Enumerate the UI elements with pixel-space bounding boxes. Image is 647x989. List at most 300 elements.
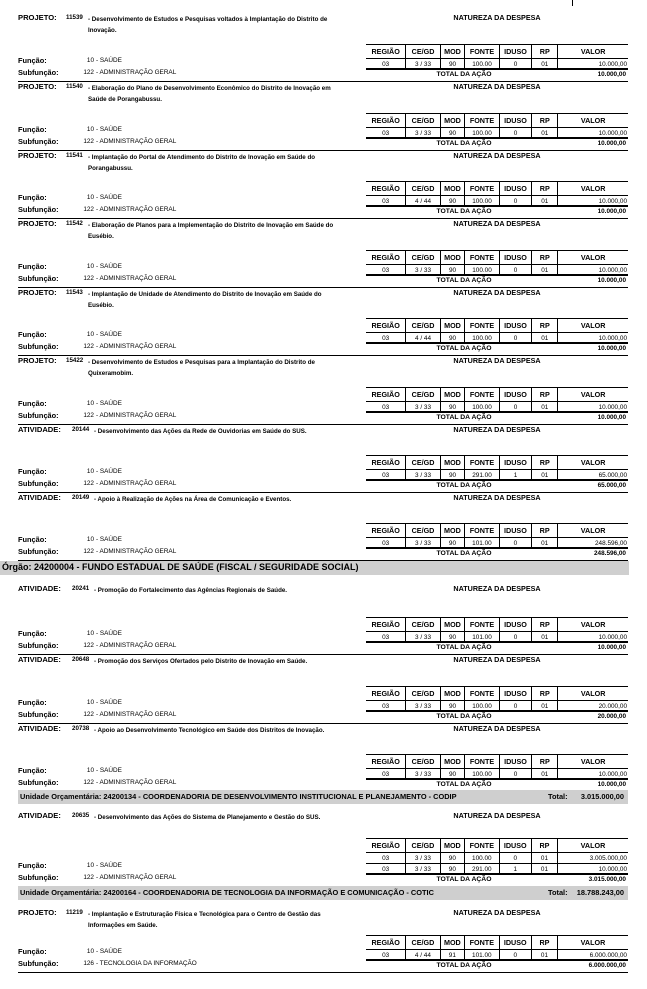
action-description: - Apoio à Realização de Ações na Área de Comunicação e Eventos. — [94, 496, 292, 503]
header-iduso: IDUSO — [499, 936, 531, 950]
action-block — [18, 492, 628, 561]
orgao-header — [0, 561, 629, 575]
action-kind: ATIVIDADE: — [18, 724, 61, 733]
total-action-value: 65.000,00 — [597, 482, 626, 489]
cell-cegd: 3 / 33 — [406, 538, 440, 549]
total-action-value: 20.000,00 — [597, 713, 626, 720]
header-cegd: CE/GD — [406, 687, 440, 701]
action-description: - Desenvolvimento das Ações do Sistema de Planejamento e Gestão do SUS. — [94, 814, 321, 821]
subfuncao-label: Subfunção: — [18, 274, 59, 283]
total-action-value: 10.000,00 — [597, 644, 626, 651]
header-rp: RP — [532, 182, 558, 196]
header-valor: VALOR — [558, 755, 628, 769]
header-fonte: FONTE — [465, 388, 499, 402]
header-iduso: IDUSO — [499, 45, 531, 59]
subfuncao-code: 122 — [83, 874, 94, 881]
unidade-total-label: Total: — [548, 888, 568, 897]
natureza-title: NATUREZA DA DESPESA — [453, 13, 541, 22]
header-rp: RP — [532, 618, 558, 632]
header-valor: VALOR — [558, 456, 628, 470]
action-block — [18, 583, 628, 655]
natureza-despesa-panel — [366, 583, 628, 654]
unidade-total-value: 3.015.000,00 — [580, 792, 624, 801]
funcao-label: Função: — [18, 698, 47, 707]
funcao-name: - SAÚDE — [96, 400, 122, 407]
action-kind: PROJETO: — [18, 356, 57, 365]
header-cegd: CE/GD — [406, 114, 440, 128]
action-info — [18, 355, 366, 424]
funcao-code: 10 — [86, 630, 94, 637]
natureza-table — [366, 617, 628, 643]
action-info — [18, 810, 366, 886]
cell-fonte: 100.00 — [465, 853, 499, 864]
total-action-label: TOTAL DA AÇÃO — [436, 781, 492, 788]
header-regio: REGIÃO — [366, 618, 406, 632]
cell-fonte: 101.00 — [465, 632, 499, 643]
subfuncao-code: 122 — [83, 711, 94, 718]
cell-cegd: 3 / 33 — [406, 128, 440, 139]
natureza-header-row — [366, 251, 628, 265]
header-rp: RP — [532, 687, 558, 701]
cell-iduso: 1 — [499, 470, 531, 481]
natureza-despesa-panel — [366, 287, 628, 355]
header-mod: MOD — [440, 839, 465, 853]
cell-iduso: 0 — [499, 769, 531, 780]
funcao-name: - SAÚDE — [96, 948, 122, 955]
action-code: 11219 — [66, 909, 83, 916]
natureza-title: NATUREZA DA DESPESA — [453, 288, 541, 297]
natureza-table — [366, 754, 628, 780]
header-iduso: IDUSO — [499, 839, 531, 853]
total-action-label: TOTAL DA AÇÃO — [436, 962, 492, 969]
cell-valor: 248.596,00 — [558, 538, 628, 549]
cell-mod: 90 — [440, 701, 465, 712]
natureza-header-row — [366, 687, 628, 701]
subfuncao-name: - ADMINISTRAÇÃO GERAL — [96, 206, 177, 213]
action-info — [18, 12, 366, 81]
header-rp: RP — [532, 388, 558, 402]
cell-regio: 03 — [366, 864, 406, 875]
funcao-code: 10 — [86, 194, 94, 201]
header-cegd: CE/GD — [406, 456, 440, 470]
funcao-name: - SAÚDE — [96, 630, 122, 637]
cell-fonte: 101.00 — [465, 950, 499, 961]
subfuncao-label: Subfunção: — [18, 68, 59, 77]
natureza-title: NATUREZA DA DESPESA — [453, 151, 541, 160]
action-kind: PROJETO: — [18, 908, 57, 917]
funcao-label: Função: — [18, 125, 47, 134]
header-mod: MOD — [440, 755, 465, 769]
header-mod: MOD — [440, 687, 465, 701]
header-valor: VALOR — [557, 936, 628, 950]
header-valor: VALOR — [558, 182, 628, 196]
header-fonte: FONTE — [465, 114, 499, 128]
header-rp: RP — [531, 839, 557, 853]
action-block — [18, 907, 628, 973]
action-block — [18, 12, 628, 82]
subfuncao-label: Subfunção: — [18, 778, 59, 787]
action-block — [18, 654, 628, 724]
header-iduso: IDUSO — [499, 319, 531, 333]
total-action-label: TOTAL DA AÇÃO — [436, 414, 492, 421]
natureza-despesa-panel — [366, 492, 628, 560]
action-code: 11542 — [66, 220, 83, 227]
action-description: - Promoção do Fortalecimento das Agências Regionais de Saúde. — [94, 587, 288, 594]
action-info — [18, 723, 366, 791]
header-cegd: CE/GD — [406, 839, 440, 853]
subfuncao-name: - ADMINISTRAÇÃO GERAL — [96, 69, 177, 76]
total-action-label: TOTAL DA AÇÃO — [436, 482, 492, 489]
header-regio: REGIÃO — [366, 456, 406, 470]
total-action-row — [366, 68, 628, 81]
funcao-name: - SAÚDE — [96, 699, 122, 706]
action-description: - Desenvolvimento de Estudos e Pesquisas para a Implantação do Distrito de Quixeramobim. — [88, 359, 315, 377]
cell-mod: 90 — [440, 864, 465, 875]
cell-cegd: 4 / 44 — [406, 950, 440, 961]
natureza-title: NATUREZA DA DESPESA — [453, 811, 541, 820]
natureza-title: NATUREZA DA DESPESA — [453, 584, 541, 593]
cell-cegd: 3 / 33 — [406, 470, 440, 481]
natureza-table — [366, 523, 628, 549]
cell-regio: 03 — [366, 333, 406, 344]
header-mod: MOD — [440, 319, 465, 333]
action-block — [18, 810, 628, 887]
action-block — [18, 81, 628, 151]
action-description: - Implantação do Portal de Atendimento do Distrito de Inovação em Saúde do Porangabussu. — [88, 154, 316, 172]
header-iduso: IDUSO — [499, 456, 531, 470]
cell-valor: 6.000.000,00 — [557, 950, 628, 961]
funcao-label: Função: — [18, 947, 47, 956]
cell-regio: 03 — [366, 538, 406, 549]
subfuncao-label: Subfunção: — [18, 710, 59, 719]
header-regio: REGIÃO — [366, 388, 406, 402]
header-cegd: CE/GD — [406, 45, 440, 59]
action-code: 20648 — [72, 656, 90, 663]
action-code: 11539 — [66, 14, 83, 21]
unidade-total-label: Total: — [548, 792, 568, 801]
subfuncao-code: 122 — [83, 138, 94, 145]
header-iduso: IDUSO — [499, 755, 531, 769]
cell-valor: 10.000,00 — [557, 864, 628, 875]
cell-cegd: 4 / 44 — [406, 196, 440, 207]
total-action-row — [366, 137, 628, 150]
subfuncao-code: 122 — [83, 480, 94, 487]
funcao-name: - SAÚDE — [96, 126, 122, 133]
header-fonte: FONTE — [465, 182, 499, 196]
cell-rp: 01 — [532, 632, 558, 643]
subfuncao-label: Subfunção: — [18, 873, 59, 882]
natureza-despesa-panel — [366, 81, 628, 150]
action-kind: ATIVIDADE: — [18, 584, 61, 593]
header-iduso: IDUSO — [499, 687, 531, 701]
cell-valor: 10.000,00 — [558, 128, 628, 139]
natureza-despesa-panel — [366, 150, 628, 218]
cell-rp: 01 — [531, 950, 557, 961]
cell-regio: 03 — [366, 701, 406, 712]
natureza-table — [366, 686, 628, 712]
header-rp: RP — [532, 456, 558, 470]
subfuncao-label: Subfunção: — [18, 342, 59, 351]
header-rp: RP — [532, 251, 558, 265]
action-info — [18, 492, 366, 560]
action-description: - Implantação e Estruturação Física e Tecnológica para o Centro de Gestão das Informações em Saúde. — [88, 911, 321, 929]
unidade-title: Unidade Orçamentária: 24200164 - COORDENADORIA DE TECNOLOGIA DA INFORMAÇÃO E COMUNICAÇÃO - COTIC — [20, 888, 434, 897]
subfuncao-code: 122 — [83, 206, 94, 213]
funcao-code: 10 — [86, 57, 94, 64]
total-action-label: TOTAL DA AÇÃO — [436, 140, 492, 147]
natureza-table — [366, 181, 628, 207]
cell-iduso: 0 — [499, 632, 531, 643]
subfuncao-name: - TECNOLOGIA DA INFORMAÇÃO — [96, 960, 197, 967]
action-description: - Desenvolvimento de Estudos e Pesquisas voltados à Implantação do Distrito de Inovação. — [88, 16, 328, 34]
natureza-despesa-panel — [366, 424, 628, 492]
header-iduso: IDUSO — [499, 182, 531, 196]
funcao-code: 10 — [86, 699, 94, 706]
total-action-label: TOTAL DA AÇÃO — [436, 644, 492, 651]
funcao-label: Função: — [18, 193, 47, 202]
total-action-row — [366, 411, 628, 424]
cell-iduso: 0 — [499, 701, 531, 712]
natureza-title: NATUREZA DA DESPESA — [453, 655, 541, 664]
natureza-header-row — [366, 755, 628, 769]
header-rp: RP — [532, 755, 558, 769]
subfuncao-name: - ADMINISTRAÇÃO GERAL — [96, 711, 177, 718]
cell-cegd: 3 / 33 — [406, 265, 440, 276]
total-action-label: TOTAL DA AÇÃO — [436, 550, 492, 557]
action-block — [18, 355, 628, 425]
subfuncao-label: Subfunção: — [18, 479, 59, 488]
natureza-table — [366, 387, 628, 413]
total-action-label: TOTAL DA AÇÃO — [436, 208, 492, 215]
total-action-row — [366, 479, 628, 492]
cell-cegd: 3 / 33 — [406, 864, 440, 875]
header-rp: RP — [532, 114, 558, 128]
cell-iduso: 0 — [499, 333, 531, 344]
total-action-value: 10.000,00 — [597, 208, 626, 215]
action-kind: ATIVIDADE: — [18, 493, 61, 502]
cell-fonte: 291.00 — [465, 470, 499, 481]
action-info — [18, 81, 366, 150]
subfuncao-name: - ADMINISTRAÇÃO GERAL — [96, 548, 177, 555]
header-cegd: CE/GD — [406, 388, 440, 402]
header-mod: MOD — [440, 618, 465, 632]
cell-cegd: 3 / 33 — [406, 402, 440, 413]
cell-mod: 90 — [440, 538, 465, 549]
action-kind: PROJETO: — [18, 219, 57, 228]
cell-valor: 10.000,00 — [558, 632, 628, 643]
total-action-value: 10.000,00 — [597, 277, 626, 284]
header-fonte: FONTE — [465, 456, 499, 470]
header-regio: REGIÃO — [366, 251, 406, 265]
funcao-name: - SAÚDE — [96, 194, 122, 201]
natureza-title: NATUREZA DA DESPESA — [453, 493, 541, 502]
cell-valor: 10.000,00 — [558, 769, 628, 780]
natureza-table — [366, 250, 628, 276]
header-mod: MOD — [440, 114, 465, 128]
total-action-value: 10.000,00 — [597, 71, 626, 78]
funcao-name: - SAÚDE — [96, 862, 122, 869]
total-action-value: 10.000,00 — [597, 781, 626, 788]
header-iduso: IDUSO — [499, 388, 531, 402]
funcao-code: 10 — [86, 126, 94, 133]
action-info — [18, 424, 366, 492]
action-code: 11540 — [66, 83, 83, 90]
action-block — [18, 287, 628, 356]
natureza-title: NATUREZA DA DESPESA — [453, 356, 541, 365]
action-block — [18, 723, 628, 792]
action-code: 11541 — [66, 152, 83, 159]
cell-iduso: 0 — [499, 59, 531, 70]
header-valor: VALOR — [558, 45, 628, 59]
funcao-code: 10 — [86, 468, 94, 475]
header-cegd: CE/GD — [406, 319, 440, 333]
funcao-label: Função: — [18, 330, 47, 339]
total-action-row — [366, 547, 628, 560]
header-fonte: FONTE — [465, 687, 499, 701]
cell-mod: 90 — [440, 196, 465, 207]
cell-mod: 90 — [440, 333, 465, 344]
header-mod: MOD — [440, 182, 465, 196]
cell-fonte: 101.00 — [465, 538, 499, 549]
header-valor: VALOR — [558, 687, 628, 701]
total-action-value: 10.000,00 — [597, 345, 626, 352]
header-rp: RP — [532, 524, 558, 538]
action-description: - Apoio ao Desenvolvimento Tecnológico em Saúde dos Distritos de Inovação. — [94, 727, 325, 734]
cell-regio: 03 — [366, 128, 406, 139]
header-valor: VALOR — [557, 839, 628, 853]
header-mod: MOD — [440, 388, 465, 402]
natureza-title: NATUREZA DA DESPESA — [453, 219, 541, 228]
natureza-title: NATUREZA DA DESPESA — [453, 908, 541, 917]
funcao-name: - SAÚDE — [96, 263, 122, 270]
funcao-label: Função: — [18, 467, 47, 476]
subfuncao-name: - ADMINISTRAÇÃO GERAL — [96, 779, 177, 786]
header-cegd: CE/GD — [406, 618, 440, 632]
subfuncao-code: 122 — [83, 548, 94, 555]
total-action-value: 6.000.000,00 — [588, 962, 626, 969]
action-block — [18, 150, 628, 219]
action-kind: ATIVIDADE: — [18, 655, 61, 664]
header-rp: RP — [532, 45, 558, 59]
total-action-value: 10.000,00 — [597, 140, 626, 147]
subfuncao-label: Subfunção: — [18, 411, 59, 420]
cell-rp: 01 — [531, 864, 557, 875]
cell-rp: 01 — [532, 769, 558, 780]
natureza-row — [366, 853, 628, 864]
funcao-label: Função: — [18, 629, 47, 638]
subfuncao-code: 122 — [83, 642, 94, 649]
header-regio: REGIÃO — [366, 114, 406, 128]
header-regio: REGIÃO — [366, 524, 406, 538]
subfuncao-code: 122 — [83, 343, 94, 350]
header-valor: VALOR — [558, 251, 628, 265]
natureza-header-row — [366, 936, 628, 950]
header-valor: VALOR — [558, 618, 628, 632]
action-kind: PROJETO: — [18, 288, 57, 297]
cell-mod: 90 — [440, 59, 465, 70]
cell-valor: 20.000,00 — [558, 701, 628, 712]
funcao-code: 10 — [86, 948, 94, 955]
natureza-table — [366, 455, 628, 481]
action-code: 15422 — [66, 357, 84, 364]
header-fonte: FONTE — [465, 936, 499, 950]
header-regio: REGIÃO — [366, 182, 406, 196]
natureza-title: NATUREZA DA DESPESA — [453, 724, 541, 733]
funcao-name: - SAÚDE — [96, 57, 122, 64]
total-action-label: TOTAL DA AÇÃO — [436, 876, 492, 883]
subfuncao-name: - ADMINISTRAÇÃO GERAL — [96, 412, 177, 419]
action-info — [18, 150, 366, 218]
cell-iduso: 0 — [499, 853, 531, 864]
cell-fonte: 100.00 — [465, 196, 499, 207]
action-block — [18, 218, 628, 288]
natureza-despesa-panel — [366, 218, 628, 287]
cell-rp: 01 — [532, 333, 558, 344]
subfuncao-name: - ADMINISTRAÇÃO GERAL — [96, 343, 177, 350]
subfuncao-label: Subfunção: — [18, 137, 59, 146]
header-iduso: IDUSO — [499, 114, 531, 128]
natureza-title: NATUREZA DA DESPESA — [453, 425, 541, 434]
subfuncao-name: - ADMINISTRAÇÃO GERAL — [96, 275, 177, 282]
funcao-label: Função: — [18, 861, 47, 870]
funcao-label: Função: — [18, 535, 47, 544]
header-fonte: FONTE — [465, 839, 499, 853]
cell-cegd: 3 / 33 — [406, 632, 440, 643]
natureza-header-row — [366, 456, 628, 470]
subfuncao-code: 122 — [83, 69, 94, 76]
natureza-table — [366, 44, 628, 70]
cell-valor: 10.000,00 — [558, 333, 628, 344]
funcao-name: - SAÚDE — [96, 536, 122, 543]
cell-fonte: 100.00 — [465, 265, 499, 276]
cell-iduso: 0 — [499, 196, 531, 207]
cell-iduso: 0 — [499, 128, 531, 139]
total-action-row — [366, 274, 628, 287]
header-iduso: IDUSO — [499, 524, 531, 538]
cell-mod: 90 — [440, 769, 465, 780]
subfuncao-code: 122 — [83, 779, 94, 786]
funcao-code: 10 — [86, 331, 94, 338]
cell-fonte: 100.00 — [465, 769, 499, 780]
header-mod: MOD — [440, 524, 465, 538]
header-fonte: FONTE — [465, 618, 499, 632]
total-action-label: TOTAL DA AÇÃO — [436, 713, 492, 720]
total-action-row — [366, 959, 628, 972]
cell-cegd: 4 / 44 — [406, 333, 440, 344]
cell-valor: 65.000,00 — [558, 470, 628, 481]
subfuncao-label: Subfunção: — [18, 641, 59, 650]
cell-regio: 03 — [366, 402, 406, 413]
cell-rp: 01 — [532, 701, 558, 712]
cell-rp: 01 — [531, 853, 557, 864]
cell-iduso: 0 — [499, 402, 531, 413]
action-description: - Elaboração do Plano de Desenvolvimento Econômico do Distrito de Inovação em Saúde de Porangabussu. — [88, 85, 331, 103]
natureza-despesa-panel — [366, 12, 628, 81]
cell-rp: 01 — [532, 128, 558, 139]
cell-valor: 10.000,00 — [558, 265, 628, 276]
header-valor: VALOR — [558, 114, 628, 128]
cell-iduso: 0 — [499, 538, 531, 549]
unidade-title: Unidade Orçamentária: 24200134 - COORDENADORIA DE DESENVOLVIMENTO INSTITUCIONAL E PLANEJAMENTO - CODIP — [20, 792, 457, 801]
funcao-name: - SAÚDE — [96, 767, 122, 774]
header-regio: REGIÃO — [366, 319, 406, 333]
header-regio: REGIÃO — [366, 45, 406, 59]
cell-rp: 01 — [532, 470, 558, 481]
total-action-row — [366, 205, 628, 218]
funcao-label: Função: — [18, 262, 47, 271]
cell-mod: 90 — [440, 853, 465, 864]
cell-rp: 01 — [532, 265, 558, 276]
